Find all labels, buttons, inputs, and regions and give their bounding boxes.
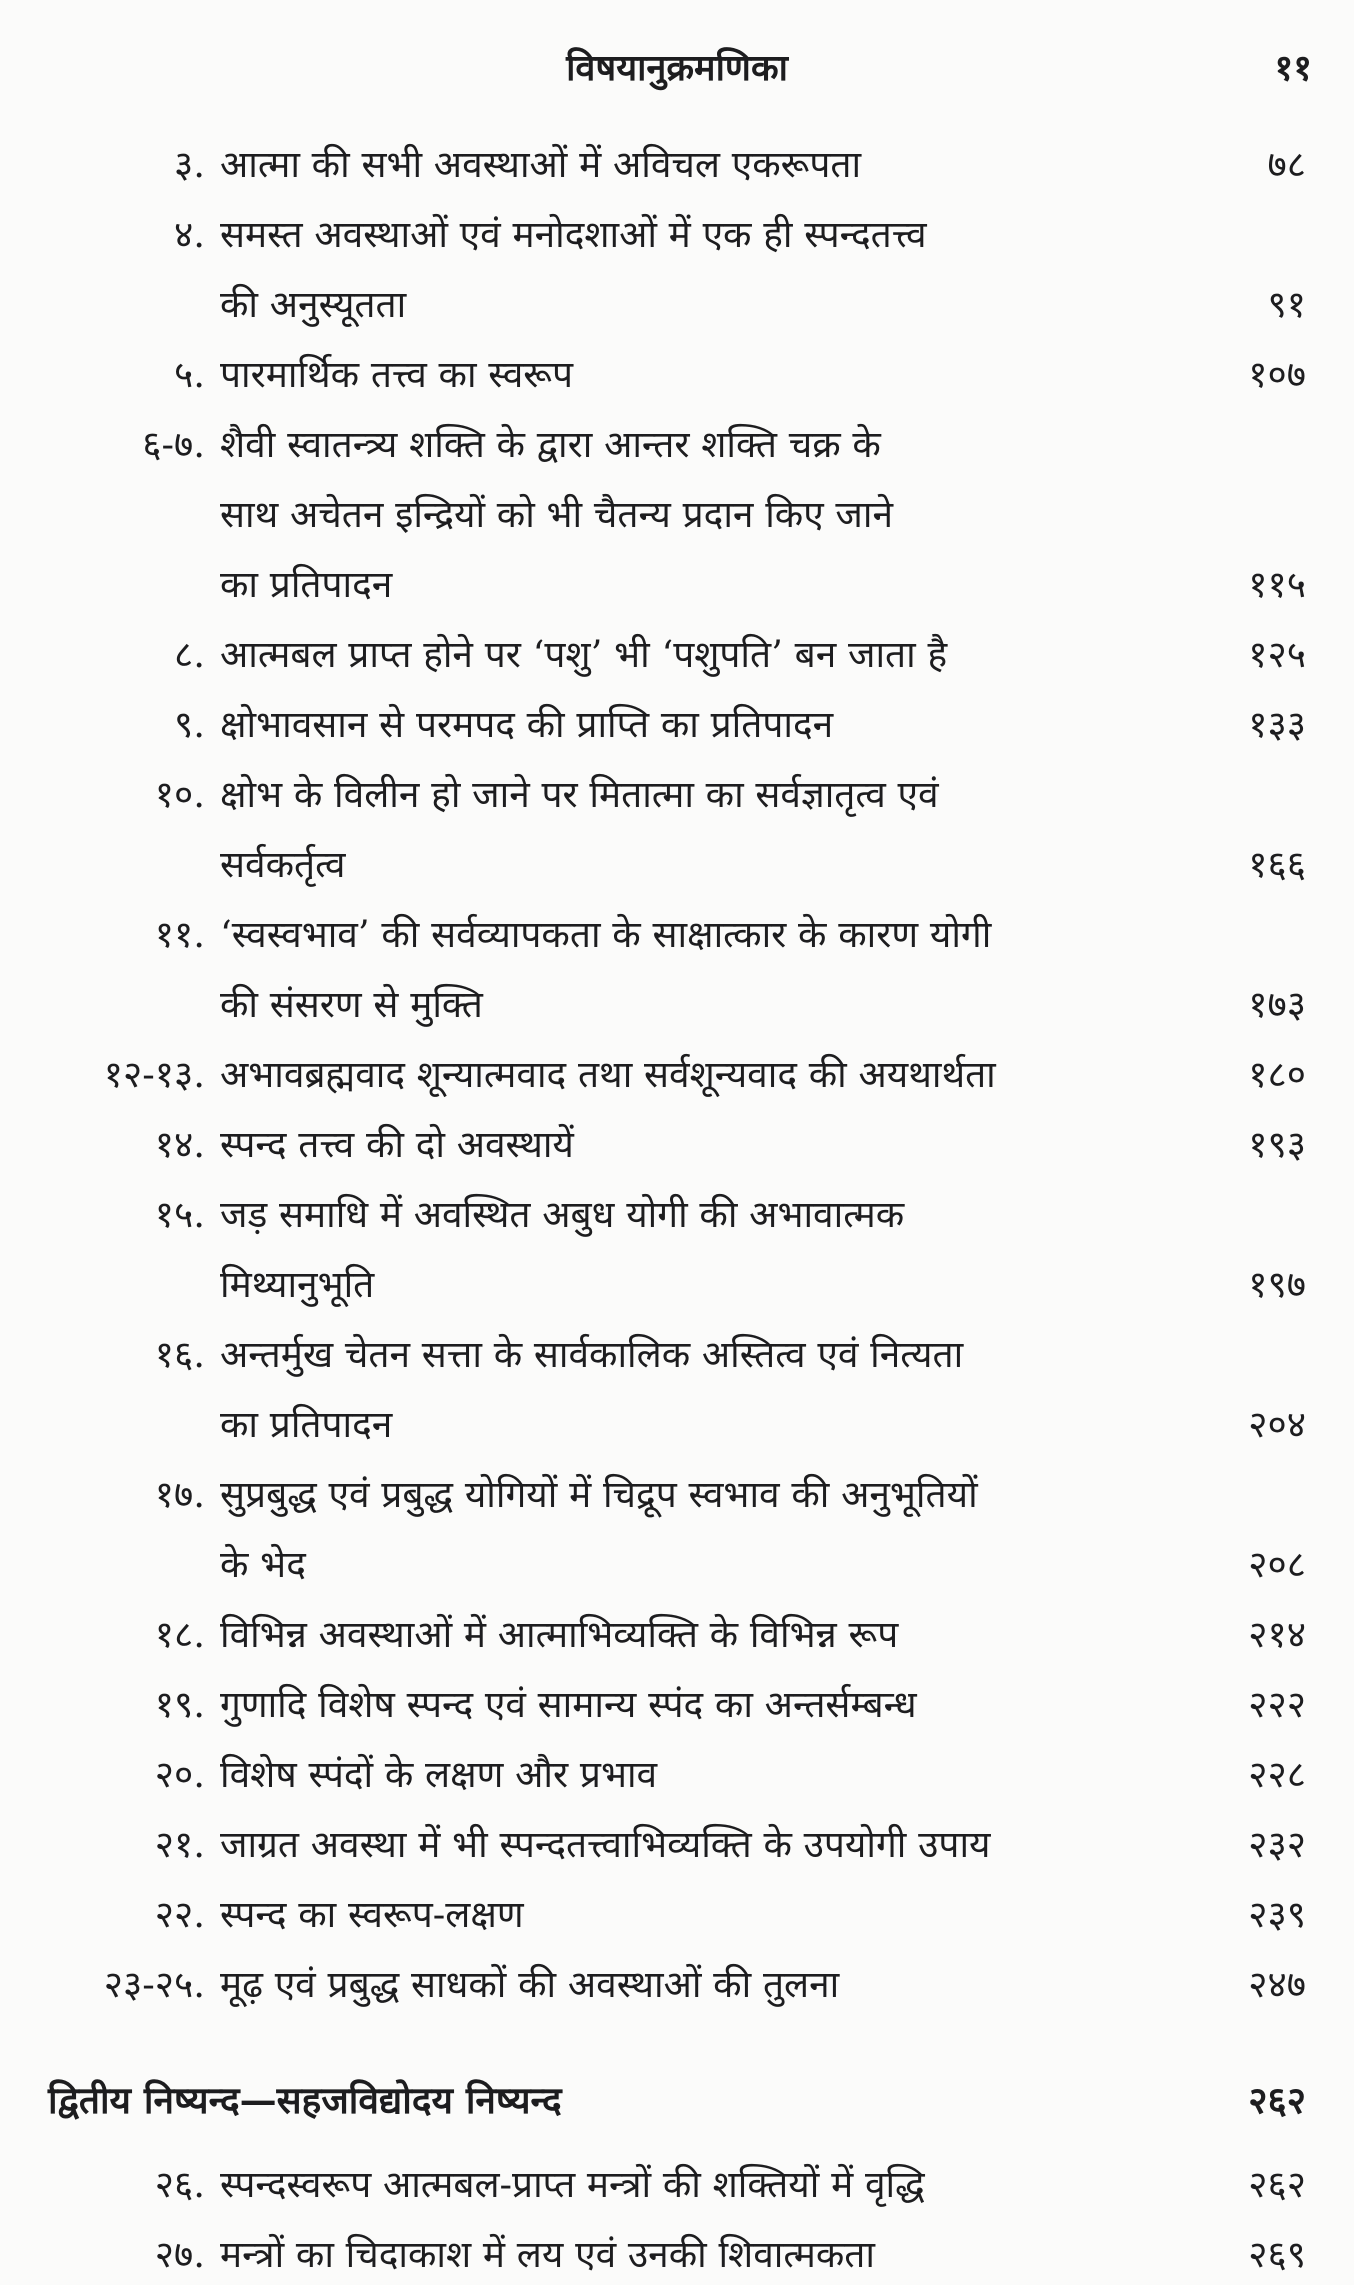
entry-title: आत्मबल प्राप्त होने पर ‘पशु’ भी ‘पशुपति’ बन जाता है bbox=[220, 633, 948, 676]
entry-page-number: १६६ bbox=[1248, 843, 1306, 886]
toc-entry bbox=[0, 1605, 1354, 1665]
entry-title: क्षोभ के विलीन हो जाने पर मितात्मा का सर्वज्ञातृत्व एवं bbox=[220, 773, 939, 816]
entry-title: विशेष स्पंदों के लक्षण और प्रभाव bbox=[220, 1753, 658, 1796]
entry-title: मिथ्यानुभूति bbox=[220, 1263, 375, 1306]
entry-page-number: २२८ bbox=[1248, 1753, 1306, 1796]
toc-entry bbox=[0, 1815, 1354, 1875]
entry-title: जाग्रत अवस्था में भी स्पन्दतत्त्वाभिव्यक्ति के उपयोगी उपाय bbox=[220, 1823, 991, 1866]
entry-title: शैवी स्वातन्त्र्य शक्ति के द्वारा आन्तर शक्ति चक्र के bbox=[220, 423, 881, 466]
toc-entry bbox=[0, 905, 1354, 965]
entry-title: समस्त अवस्थाओं एवं मनोदशाओं में एक ही स्पन्दतत्त्व bbox=[220, 213, 927, 256]
entry-number: ११. bbox=[154, 913, 205, 956]
toc-entry-continuation bbox=[0, 1535, 1354, 1595]
entry-title: मूढ़ एवं प्रबुद्ध साधकों की अवस्थाओं की तुलना bbox=[220, 1963, 840, 2006]
entry-title: ‘स्वस्वभाव’ की सर्वव्यापकता के साक्षात्कार के कारण योगी bbox=[220, 913, 992, 956]
entry-title: के भेद bbox=[220, 1543, 306, 1586]
toc-entry bbox=[0, 415, 1354, 475]
entry-number: १५. bbox=[154, 1193, 205, 1236]
page-title: विषयानुक्रमणिका bbox=[566, 47, 788, 89]
entry-title: साथ अचेतन इन्द्रियों को भी चैतन्य प्रदान किए जाने bbox=[220, 493, 893, 536]
toc-entry bbox=[0, 345, 1354, 405]
entry-page-number: २६९ bbox=[1248, 2233, 1306, 2276]
entry-title: सुप्रबुद्ध एवं प्रबुद्ध योगियों में चिद्रूप स्वभाव की अनुभूतियों bbox=[220, 1473, 978, 1516]
entry-page-number: १९३ bbox=[1248, 1123, 1306, 1166]
section-page-number: २६२ bbox=[1248, 2078, 1306, 2122]
entry-number: १८. bbox=[154, 1613, 205, 1656]
toc-entry-continuation bbox=[0, 975, 1354, 1035]
toc-entry bbox=[0, 1745, 1354, 1805]
entry-number: ९. bbox=[173, 703, 205, 746]
toc-entry bbox=[0, 695, 1354, 755]
entry-page-number: २३२ bbox=[1248, 1823, 1306, 1866]
header-page-number: ११ bbox=[1274, 47, 1312, 89]
toc-entry-continuation bbox=[0, 835, 1354, 895]
entry-page-number: १२५ bbox=[1248, 633, 1306, 676]
entry-number: ३. bbox=[173, 143, 205, 186]
entry-title: स्पन्द तत्त्व की दो अवस्थायें bbox=[220, 1123, 574, 1166]
entry-page-number: २६२ bbox=[1248, 2163, 1306, 2206]
entry-page-number: २४७ bbox=[1248, 1963, 1306, 2006]
toc-entry-continuation bbox=[0, 275, 1354, 335]
entry-title: मन्त्रों का चिदाकाश में लय एवं उनकी शिवात्मकता bbox=[220, 2233, 875, 2276]
toc-entry bbox=[0, 2155, 1354, 2215]
entry-page-number: ११५ bbox=[1248, 563, 1306, 606]
entry-title: का प्रतिपादन bbox=[220, 563, 393, 606]
entry-title: आत्मा की सभी अवस्थाओं में अविचल एकरूपता bbox=[220, 143, 862, 186]
toc-entry-continuation bbox=[0, 485, 1354, 545]
entry-number: २१. bbox=[154, 1823, 205, 1866]
entry-title: अन्तर्मुख चेतन सत्ता के सार्वकालिक अस्तित्व एवं नित्यता bbox=[220, 1333, 964, 1376]
entry-page-number: २०४ bbox=[1248, 1403, 1306, 1446]
entry-number: २७. bbox=[154, 2233, 205, 2276]
entry-number: ४. bbox=[173, 213, 205, 256]
toc-entry bbox=[0, 1115, 1354, 1175]
toc-entry bbox=[0, 1885, 1354, 1945]
toc-entry bbox=[0, 1955, 1354, 2015]
entry-title: की अनुस्यूतता bbox=[220, 283, 407, 326]
entry-page-number: २२२ bbox=[1248, 1683, 1306, 1726]
entry-title: विभिन्न अवस्थाओं में आत्माभिव्यक्ति के विभिन्न रूप bbox=[220, 1613, 899, 1656]
entry-title: क्षोभावसान से परमपद की प्राप्ति का प्रतिपादन bbox=[220, 703, 834, 746]
toc-entry bbox=[0, 205, 1354, 265]
entry-title: सर्वकर्तृत्व bbox=[220, 843, 346, 886]
toc-entry bbox=[0, 765, 1354, 825]
entry-number: २६. bbox=[154, 2163, 205, 2206]
toc-entry bbox=[0, 2225, 1354, 2285]
toc-entry bbox=[0, 1185, 1354, 1245]
entry-title: पारमार्थिक तत्त्व का स्वरूप bbox=[220, 353, 574, 396]
entry-page-number: २३९ bbox=[1248, 1893, 1306, 1936]
entry-number: १६. bbox=[154, 1333, 205, 1376]
entry-page-number: १९७ bbox=[1248, 1263, 1306, 1306]
entry-title: स्पन्द का स्वरूप-लक्षण bbox=[220, 1893, 524, 1936]
toc-entry bbox=[0, 135, 1354, 195]
entry-number: १९. bbox=[154, 1683, 205, 1726]
entry-title: स्पन्दस्वरूप आत्मबल-प्राप्त मन्त्रों की शक्तियों में वृद्धि bbox=[220, 2163, 925, 2206]
entry-number: ५. bbox=[173, 353, 205, 396]
entry-number: ६-७. bbox=[142, 423, 205, 466]
toc-entry bbox=[0, 1325, 1354, 1385]
entry-number: १०. bbox=[154, 773, 205, 816]
entry-number: ८. bbox=[173, 633, 205, 676]
entry-number: २२. bbox=[154, 1893, 205, 1936]
entry-title: अभावब्रह्मवाद शून्यात्मवाद तथा सर्वशून्यवाद की अयथार्थता bbox=[220, 1053, 996, 1096]
entry-page-number: २०८ bbox=[1248, 1543, 1306, 1586]
toc-entry bbox=[0, 1465, 1354, 1525]
entry-number: २०. bbox=[154, 1753, 205, 1796]
toc-entry-continuation bbox=[0, 555, 1354, 615]
section-heading: द्वितीय निष्यन्द—सहजविद्योदय निष्यन्द bbox=[48, 2078, 562, 2122]
toc-entry-continuation bbox=[0, 1255, 1354, 1315]
entry-title: की संसरण से मुक्ति bbox=[220, 983, 483, 1026]
toc-entry bbox=[0, 1675, 1354, 1735]
entry-number: १४. bbox=[154, 1123, 205, 1166]
entry-page-number: ७८ bbox=[1267, 143, 1306, 186]
toc-entry bbox=[0, 1045, 1354, 1105]
entry-page-number: ९१ bbox=[1267, 283, 1306, 326]
entry-title: जड़ समाधि में अवस्थित अबुध योगी की अभावात्मक bbox=[220, 1193, 905, 1236]
entry-number: २३-२५. bbox=[103, 1963, 205, 2006]
entry-page-number: २१४ bbox=[1248, 1613, 1306, 1656]
entry-page-number: १०७ bbox=[1248, 353, 1306, 396]
entry-page-number: १७३ bbox=[1248, 983, 1306, 1026]
entry-title: गुणादि विशेष स्पन्द एवं सामान्य स्पंद का अन्तर्सम्बन्ध bbox=[220, 1683, 917, 1726]
toc-entry-continuation bbox=[0, 1395, 1354, 1455]
entry-number: १२-१३. bbox=[103, 1053, 205, 1096]
entry-title: का प्रतिपादन bbox=[220, 1403, 393, 1446]
entry-number: १७. bbox=[154, 1473, 205, 1516]
toc-entry bbox=[0, 625, 1354, 685]
entry-page-number: १८० bbox=[1248, 1053, 1306, 1096]
entry-page-number: १३३ bbox=[1248, 703, 1306, 746]
